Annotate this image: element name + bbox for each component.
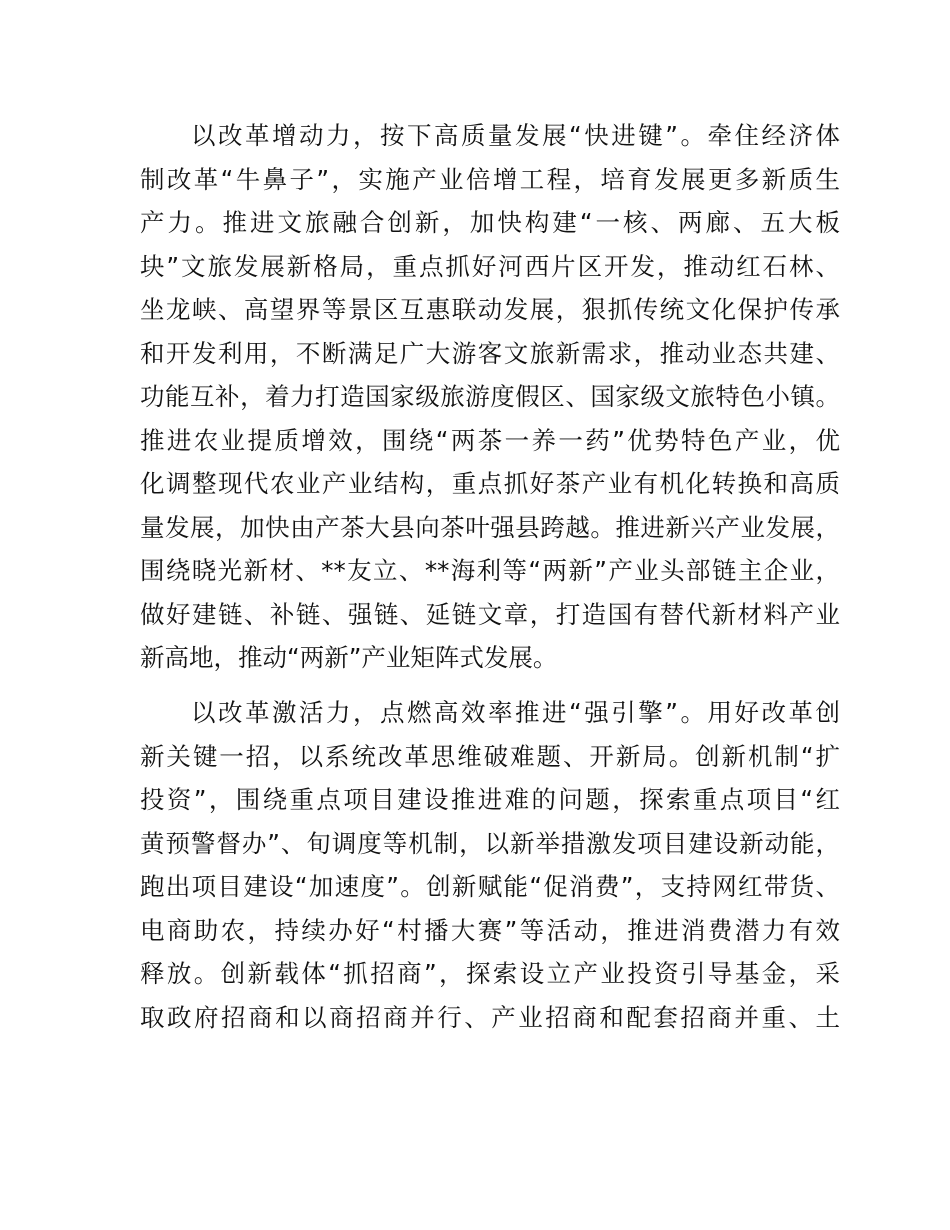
text-line: 释放。创新载体“抓招商”，探索设立产业投资引导基金，采 <box>140 959 840 988</box>
text-line: 功能互补，着力打造国家级旅游度假区、国家级文旅特色小镇。 <box>140 382 840 411</box>
text-line: 以改革激活力，点燃高效率推进“强引擎”。用好改革创 <box>191 698 840 727</box>
text-line: 制改革“牛鼻子”，实施产业倍增工程，培育发展更多新质生 <box>140 164 840 194</box>
text-line: 跑出项目建设“加速度”。创新赋能“促消费”，支持网红带货、 <box>140 872 840 901</box>
text-line: 投资”，围绕重点项目建设推进难的问题，探索重点项目“红 <box>140 785 840 814</box>
paragraph-2 <box>140 691 840 1039</box>
text-line: 围绕晓光新材、**友立、**海利等“两新”产业头部链主企业， <box>140 556 840 585</box>
text-line: 黄预警督办”、旬调度等机制，以新举措激发项目建设新动能， <box>140 828 840 858</box>
text-line: 新高地，推动“两新”产业矩阵式发展。 <box>140 643 558 672</box>
paragraph-1 <box>140 114 840 680</box>
text-line: 产力。推进文旅融合创新，加快构建“一核、两廊、五大板 <box>140 208 840 237</box>
text-line: 块”文旅发展新格局，重点抓好河西片区开发，推动红石林、 <box>140 251 840 281</box>
text-line: 以改革增动力，按下高质量发展“快进键”。牵住经济体 <box>191 121 840 150</box>
text-line: 坐龙峡、高望界等景区互惠联动发展，狠抓传统文化保护传承 <box>140 295 840 324</box>
text-line: 做好建链、补链、强链、延链文章，打造国有替代新材料产业 <box>140 599 840 629</box>
text-line: 新关键一招，以系统改革思维破难题、开新局。创新机制“扩 <box>140 741 840 771</box>
text-line: 推进农业提质增效，围绕“两茶一养一药”优势特色产业，优 <box>140 425 840 455</box>
text-line: 电商助农，持续办好“村播大赛”等活动，推进消费潜力有效 <box>140 915 840 945</box>
text-line: 化调整现代农业产业结构，重点抓好茶产业有机化转换和高质 <box>140 469 840 498</box>
text-line: 和开发利用，不断满足广大游客文旅新需求，推动业态共建、 <box>140 338 840 368</box>
text-line: 量发展，加快由产茶大县向茶叶强县跨越。推进新兴产业发展， <box>140 512 840 542</box>
text-line: 取政府招商和以商招商并行、产业招商和配套招商并重、土 <box>140 1002 840 1032</box>
